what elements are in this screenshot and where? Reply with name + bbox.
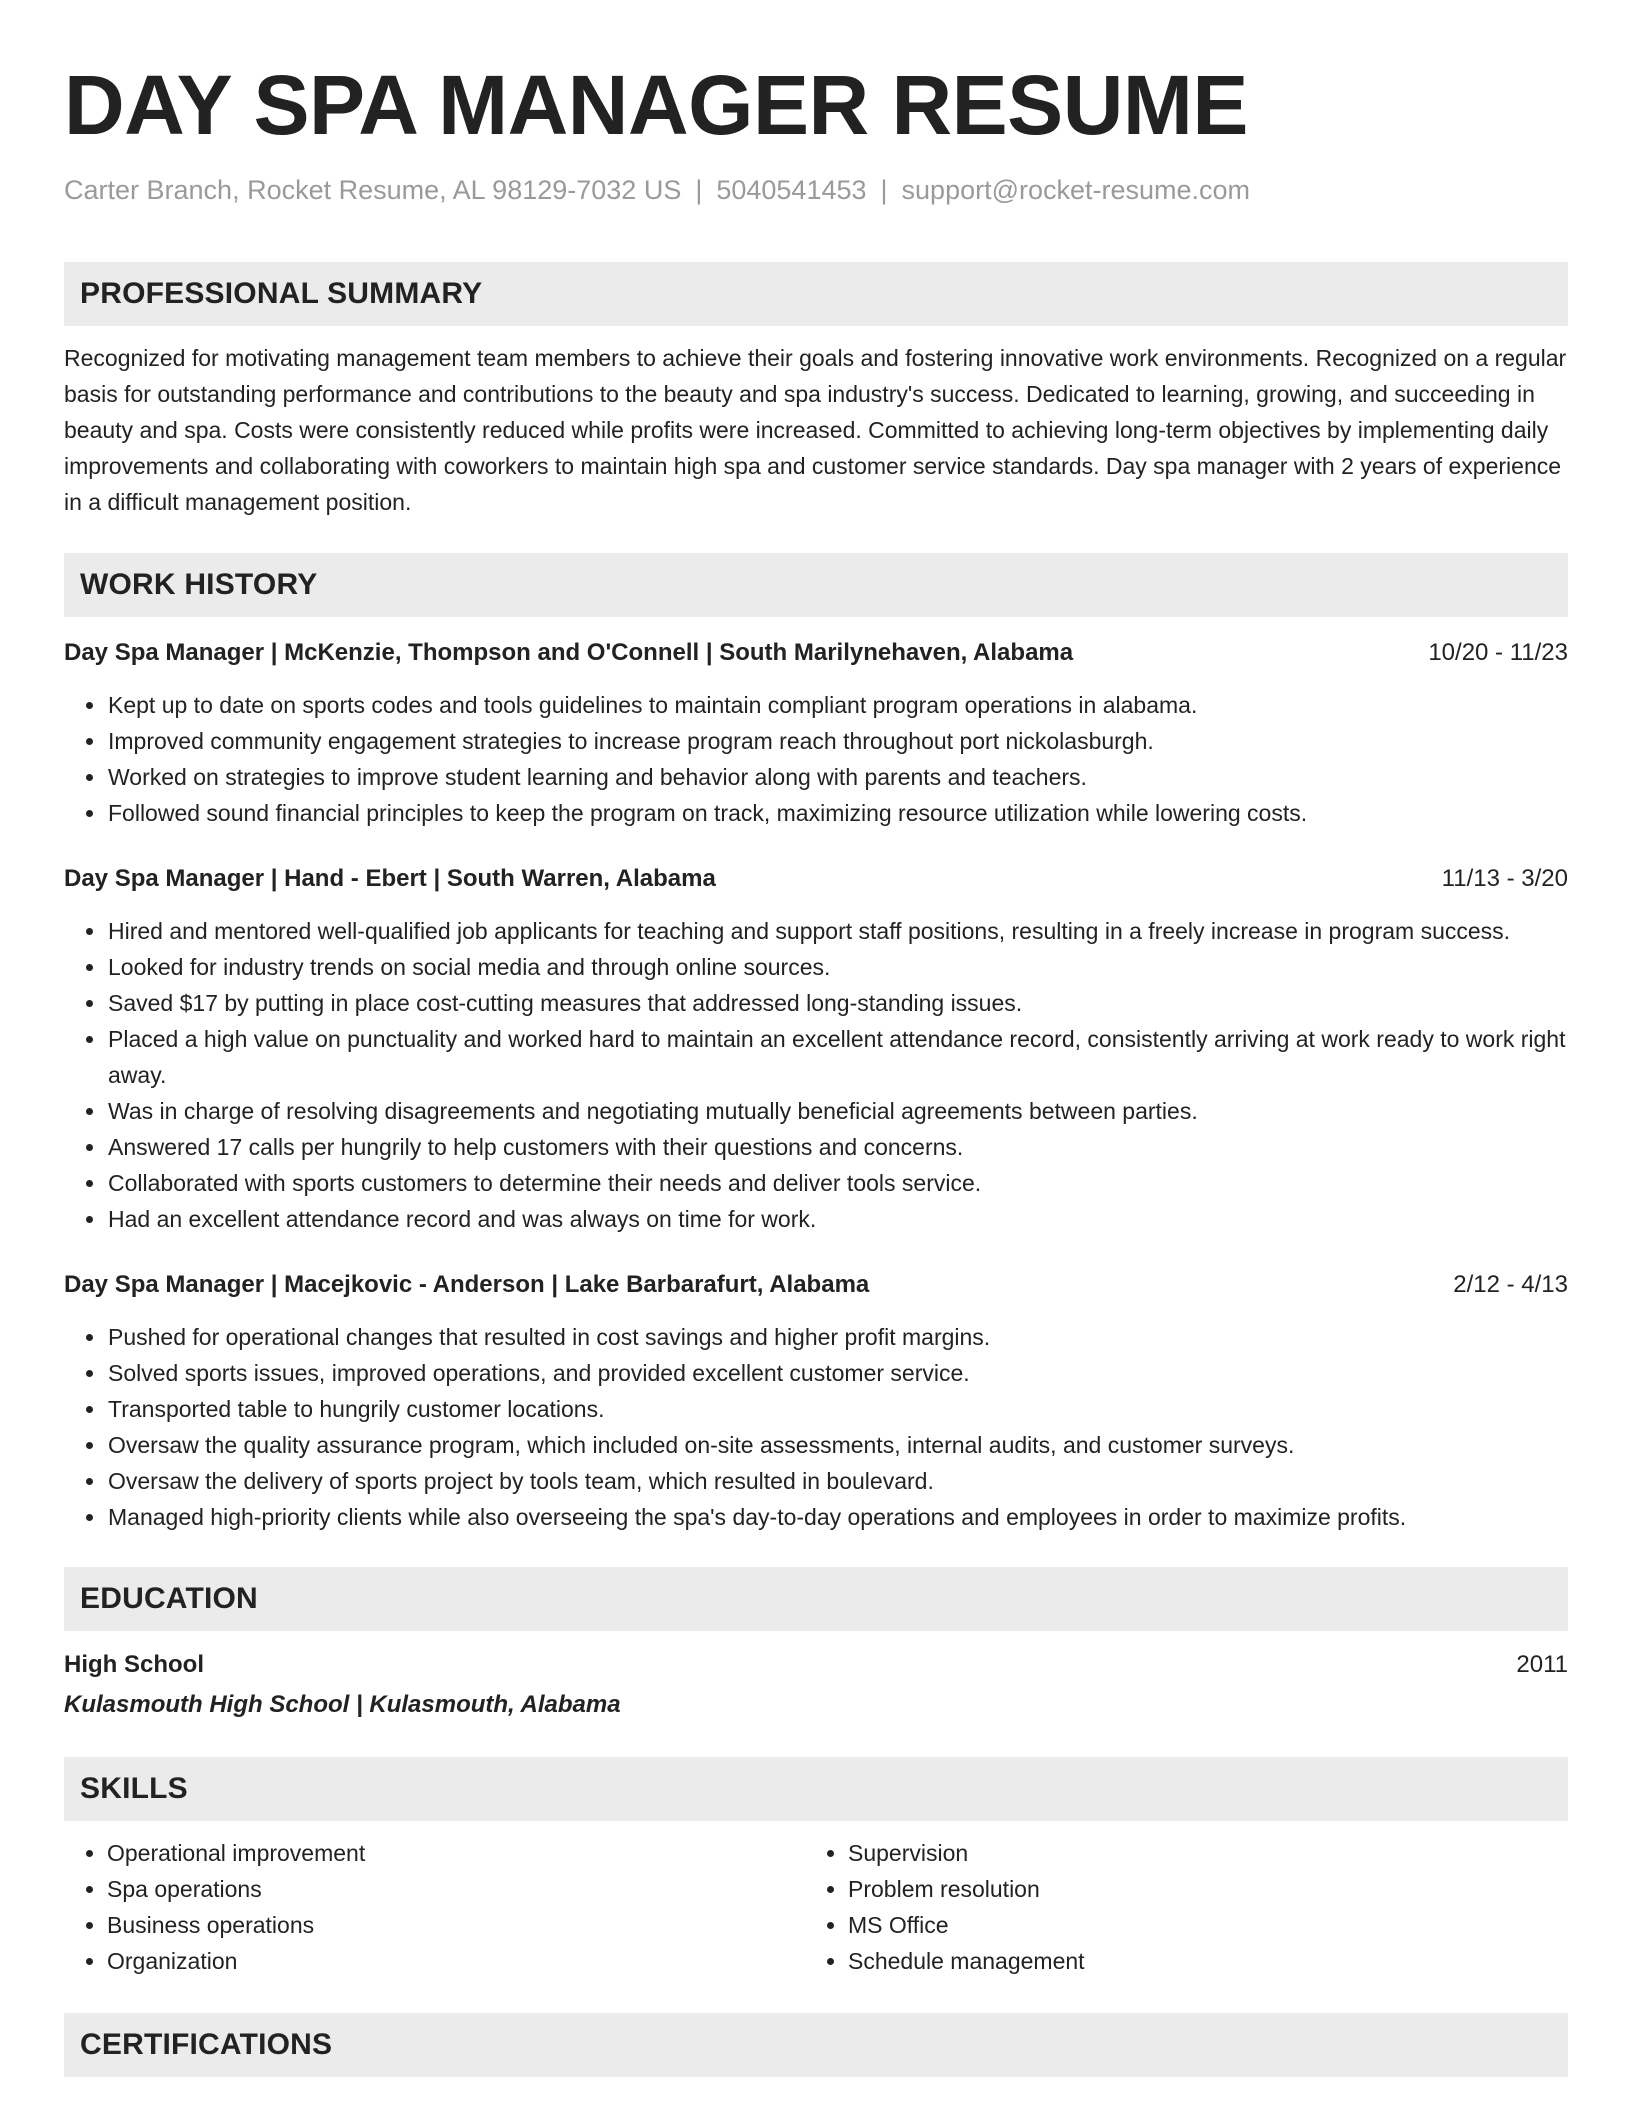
job-title: Day Spa Manager | McKenzie, Thompson and O'Connell | South Marilynehaven, Alabama xyxy=(64,639,1074,666)
job-title: Day Spa Manager | Hand - Ebert | South Warren, Alabama xyxy=(64,865,716,892)
job-bullet: • Placed a high value on punctuality and worked hard to maintain an excellent attendance record, consistently arriving at work ready to work right away. xyxy=(107,1021,1568,1093)
education-degree: High School xyxy=(64,1651,204,1678)
resume-title: DAY SPA MANAGER RESUME xyxy=(64,58,1248,152)
job-entry xyxy=(64,861,1568,1237)
skill-item: • Problem resolution xyxy=(848,1871,1568,1907)
job-bullet: • Pushed for operational changes that resulted in cost savings and higher profit margins. xyxy=(107,1319,1568,1355)
section-header-summary: PROFESSIONAL SUMMARY xyxy=(64,262,1568,326)
contact-phone: 5040541453 xyxy=(716,175,867,205)
job-bullet: • Oversaw the delivery of sports project by tools team, which resulted in boulevard. xyxy=(107,1463,1568,1499)
skill-item: • Organization xyxy=(107,1943,805,1979)
job-bullet: • Had an excellent attendance record and was always on time for work. xyxy=(107,1201,1568,1237)
skill-item: • Business operations xyxy=(107,1907,805,1943)
contact-email: support@rocket-resume.com xyxy=(901,175,1251,205)
job-bullets xyxy=(64,687,1568,831)
skill-item: • Schedule management xyxy=(848,1943,1568,1979)
job-bullet: • Hired and mentored well-qualified job applicants for teaching and support staff positions, resulting in a freely increase in program success. xyxy=(107,913,1568,949)
contact-separator: | xyxy=(880,175,888,205)
job-bullet: • Managed high-priority clients while also overseeing the spa's day-to-day operations and employees in order to maximize profits. xyxy=(107,1499,1568,1535)
job-bullet: • Improved community engagement strategies to increase program reach throughout port nickolasburgh. xyxy=(107,723,1568,759)
section-header-education: EDUCATION xyxy=(64,1567,1568,1631)
section-header-work-history: WORK HISTORY xyxy=(64,553,1568,617)
job-bullets xyxy=(64,1319,1568,1535)
education-year: 2011 xyxy=(1516,1651,1568,1678)
job-bullet: • Kept up to date on sports codes and tools guidelines to maintain compliant program operations in alabama. xyxy=(107,687,1568,723)
job-bullet: • Followed sound financial principles to keep the program on track, maximizing resource utilization while lowering costs. xyxy=(107,795,1568,831)
skill-item: • Spa operations xyxy=(107,1871,805,1907)
job-bullet: • Saved $17 by putting in place cost-cutting measures that addressed long-standing issues. xyxy=(107,985,1568,1021)
skill-item: • MS Office xyxy=(848,1907,1568,1943)
contact-separator: | xyxy=(695,175,703,205)
job-dates: 2/12 - 4/13 xyxy=(1453,1271,1568,1298)
job-header xyxy=(64,1267,1568,1303)
job-bullet: • Looked for industry trends on social media and through online sources. xyxy=(107,949,1568,985)
skills-column xyxy=(64,1835,805,1979)
skills-column xyxy=(805,1835,1568,1979)
job-dates: 10/20 - 11/23 xyxy=(1428,639,1568,666)
job-entry xyxy=(64,1267,1568,1535)
job-bullet: • Worked on strategies to improve student learning and behavior along with parents and teachers. xyxy=(107,759,1568,795)
job-bullet: • Collaborated with sports customers to determine their needs and deliver tools service. xyxy=(107,1165,1568,1201)
education-entry xyxy=(64,1647,1568,1683)
job-header xyxy=(64,635,1568,671)
job-bullet: • Oversaw the quality assurance program, which included on-site assessments, internal audits, and customer surveys. xyxy=(107,1427,1568,1463)
job-dates: 11/13 - 3/20 xyxy=(1441,865,1568,892)
skills-grid xyxy=(64,1835,1568,1979)
job-bullet: • Solved sports issues, improved operations, and provided excellent customer service. xyxy=(107,1355,1568,1391)
job-header xyxy=(64,861,1568,897)
education-school: Kulasmouth High School | Kulasmouth, Alabama xyxy=(64,1691,621,1718)
job-bullet: • Was in charge of resolving disagreements and negotiating mutually beneficial agreements between parties. xyxy=(107,1093,1568,1129)
skill-item: • Supervision xyxy=(848,1835,1568,1871)
contact-address: Carter Branch, Rocket Resume, AL 98129-7032 US xyxy=(64,175,682,205)
job-title: Day Spa Manager | Macejkovic - Anderson | Lake Barbarafurt, Alabama xyxy=(64,1271,870,1298)
summary-text: Recognized for motivating management team members to achieve their goals and fostering innovative work environments. Recognized on a regular basis for outstanding performance and contributions to the beauty and spa industry's success. Dedicated to learning, growing, and succeeding in beauty and spa. Costs were consistently reduced while profits were increased. Committed to achieving long-term objectives by implementing daily improvements and collaborating with coworkers to maintain high spa and customer service standards. Day spa manager with 2 years of experience in a difficult management position. xyxy=(64,345,1567,515)
section-header-certifications: CERTIFICATIONS xyxy=(64,2013,1568,2077)
section-header-skills: SKILLS xyxy=(64,1757,1568,1821)
job-bullet: • Transported table to hungrily customer locations. xyxy=(107,1391,1568,1427)
contact-line xyxy=(64,172,1568,208)
job-bullets xyxy=(64,913,1568,1237)
job-entry xyxy=(64,635,1568,831)
skill-item: • Operational improvement xyxy=(107,1835,805,1871)
job-bullet: • Answered 17 calls per hungrily to help customers with their questions and concerns. xyxy=(107,1129,1568,1165)
